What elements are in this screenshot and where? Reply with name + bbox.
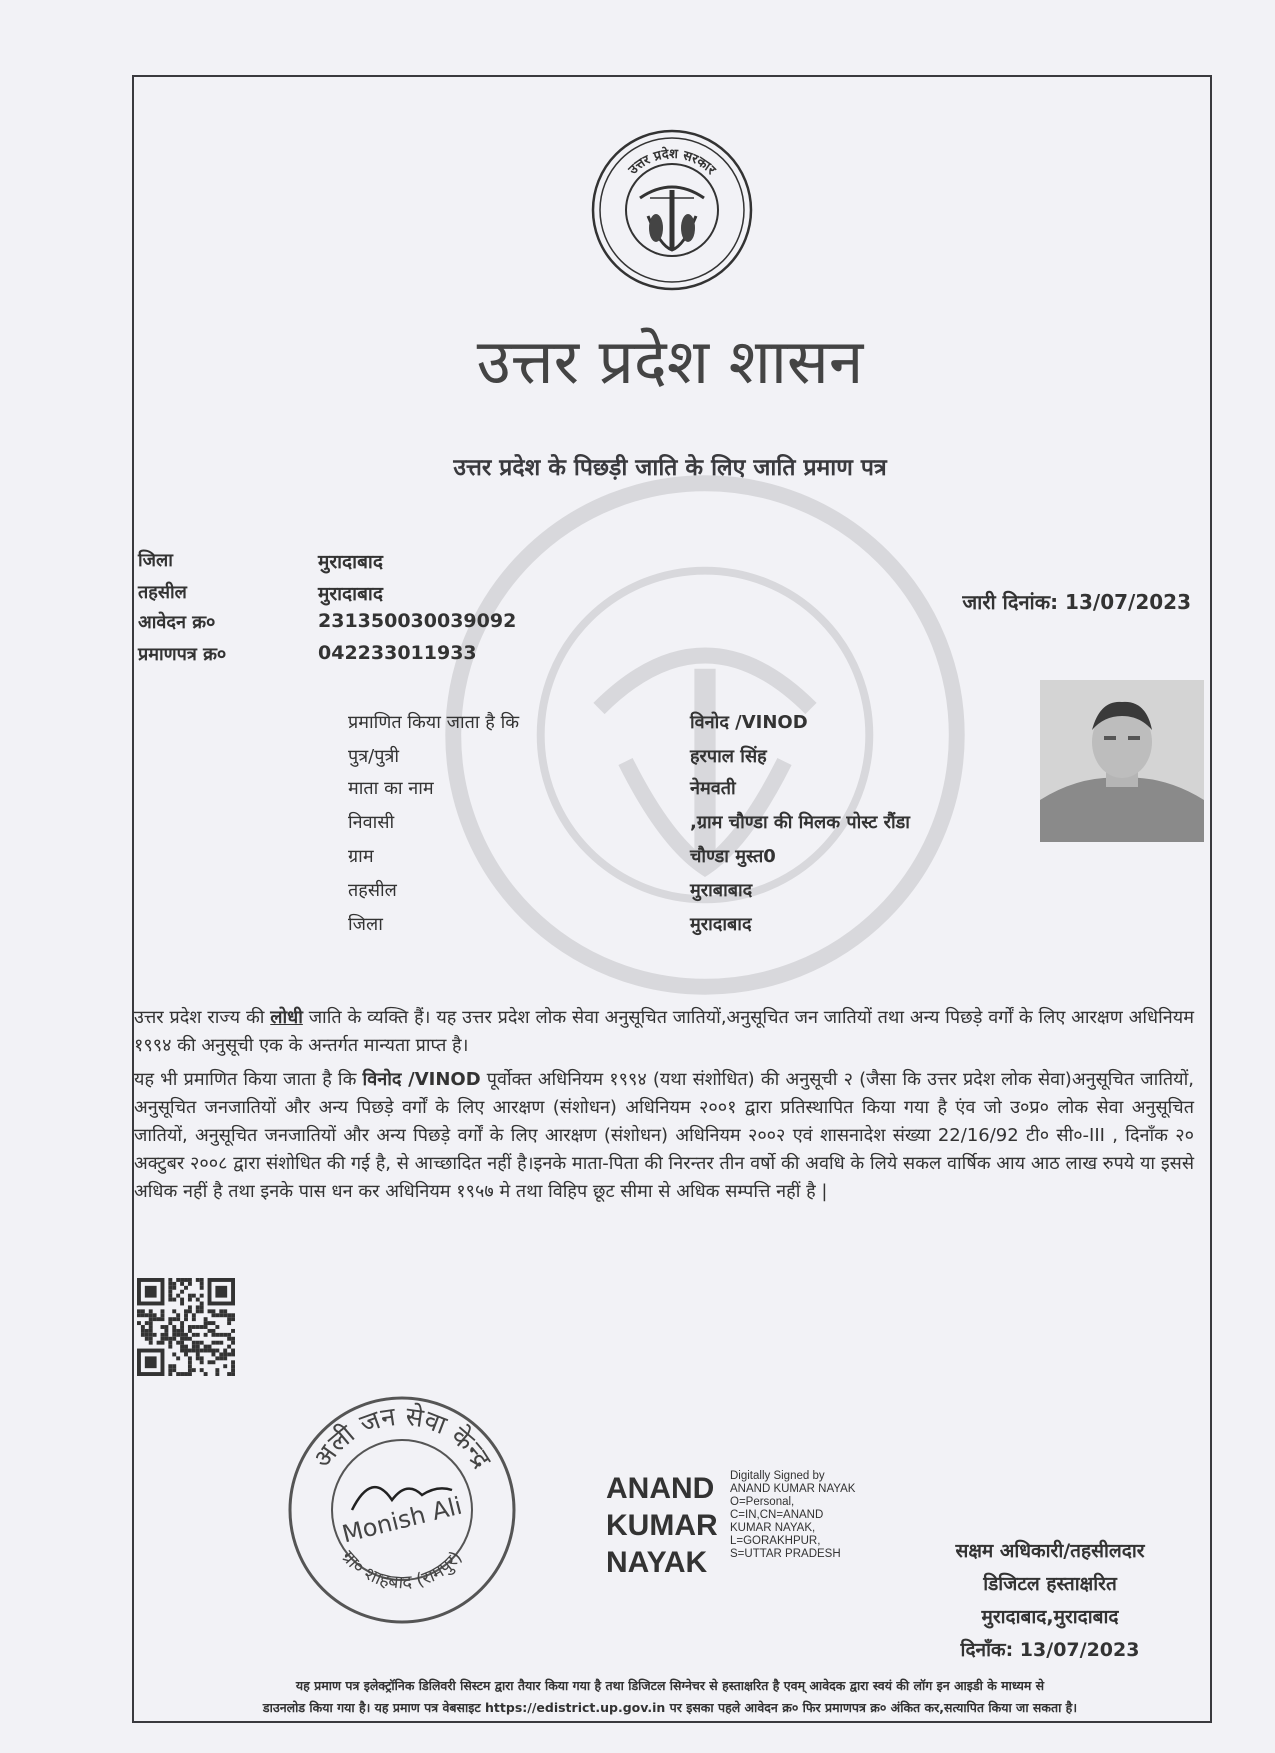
- digital-signature-details: [730, 1470, 855, 1561]
- person-photo-icon: [1040, 680, 1204, 842]
- detail-value: ,ग्राम चौण्डा की मिलक पोस्ट रौंडा: [690, 812, 910, 833]
- signature-detail-line: KUMAR NAYAK,: [730, 1522, 816, 1534]
- detail-label: निवासी: [348, 812, 395, 833]
- certificate-number-value: 042233011933: [318, 642, 477, 664]
- detail-label: प्रमाणित किया जाता है कि: [348, 712, 520, 733]
- detail-label: माता का नाम: [348, 778, 434, 799]
- signature-detail-line: C=IN,CN=ANAND: [730, 1509, 824, 1521]
- detail-value: विनोद /VINOD: [690, 712, 808, 733]
- detail-value: हरपाल सिंह: [690, 746, 767, 767]
- issuing-officer: [900, 1535, 1200, 1667]
- issue-date: जारी दिनांक: 13/07/2023: [962, 590, 1191, 614]
- signature-detail-line: L=GORAKHPUR,: [730, 1535, 821, 1547]
- certification-paragraph: [134, 1066, 1194, 1206]
- digital-signer-name: [606, 1470, 718, 1581]
- detail-value: मुरादाबाद: [690, 914, 752, 935]
- footer-line: यह प्रमाण पत्र इलेक्ट्रॉनिक डिलिवरी सिस्टम द्वारा तैयार किया गया है तथा डिजिटल सिग्नेचर से हस्ताक्षरित है एवम् आवेदक द्वारा स्वयं की लॉग इन आइडी के माध्यम से: [295, 1678, 1045, 1693]
- paragraph-text: यह भी प्रमाणित किया जाता है कि: [134, 1069, 363, 1090]
- up-government-emblem: [590, 128, 754, 292]
- detail-label: ग्राम: [348, 846, 374, 867]
- page-title: उत्तर प्रदेश शासन: [476, 325, 864, 398]
- detail-label: जिला: [348, 914, 383, 935]
- application-number-label: आवेदन क्र०: [138, 612, 216, 633]
- applicant-photo: [1040, 680, 1204, 842]
- footer-line: डाउनलोड किया गया है। यह प्रमाण पत्र वेबसाइट https://edistrict.up.gov.in पर इसका पहले आवेदन क्र० फिर प्रमाणपत्र क्र० अंकित कर,सत्यापित किया जा सकता है।: [262, 1700, 1078, 1715]
- svg-text:उत्तर प्रदेश सरकार: उत्तर प्रदेश सरकार: [625, 146, 719, 178]
- tehsil-value: मुरादाबाद: [318, 583, 383, 605]
- paragraph-text: पूर्वोक्त अधिनियम १९९४ (यथा संशोधित) की अनुसूची २ (जैसा कि उत्तर प्रदेश लोक सेवा)अनुसूचित जातियों, अनुसूचित जनजातियों और अन्य पिछड़े वर्गों के लिए आरक्षण (संशोधन) अधिनियम २००१ द्वारा प्रतिस्थापित किया गया है एंव जो उ०प्र० लोक सेवा अनुसूचित जातियों, अनुसूचित जनजातियों और अन्य पिछड़े वर्गों के लिए आरक्षण (संशोधन) अधिनियम २००२ एवं शासनादेश संख्या 22/16/92 टी० सी०-III , दिनाँक २० अक्टुबर २००८ द्वारा संशोधित की गई है, से आच्छादित नहीं है।इनके माता-पिता की निरन्तर तीन वर्षो की अवधि के लिये सकल वार्षिक आय आठ लाख रुपये या इससे अधिक नहीं है तथा इनके पास धन कर अधिनियम १९५७ मे तथा विहिप छूट सीमा से अधिक सम्पत्ति नहीं है |: [134, 1069, 1195, 1202]
- service-center-stamp: [282, 1390, 522, 1630]
- officer-date: दिनाँक: 13/07/2023: [960, 1639, 1140, 1661]
- certificate-number-label: प्रमाणपत्र क्र०: [138, 644, 227, 665]
- svg-text:Monish Ali: Monish Ali: [339, 1491, 465, 1549]
- applicant-name: विनोद /VINOD: [362, 1069, 481, 1090]
- signer-name-line: KUMAR: [606, 1509, 718, 1542]
- qr-code[interactable]: [137, 1278, 235, 1376]
- signer-name-line: ANAND: [606, 1472, 715, 1505]
- district-value: मुरादाबाद: [318, 551, 383, 573]
- svg-text:ग्रा० शाहबाद (रामपुर): ग्रा० शाहबाद (रामपुर): [337, 1546, 467, 1594]
- signature-detail-line: ANAND KUMAR NAYAK: [730, 1483, 856, 1495]
- verification-footer: [140, 1675, 1200, 1719]
- officer-signed-status: डिजिटल हस्ताक्षरित: [983, 1573, 1117, 1595]
- application-number-value: 231350030039092: [318, 610, 517, 632]
- detail-label: पुत्र/पुत्री: [348, 746, 400, 767]
- signature-detail-line: O=Personal,: [730, 1496, 795, 1508]
- certificate-subtitle: उत्तर प्रदेश के पिछड़ी जाति के लिए जाति प्रमाण पत्र: [453, 455, 887, 481]
- caste-name: लोधी: [270, 1007, 303, 1028]
- caste-paragraph: [134, 1004, 1194, 1060]
- officer-designation: सक्षम अधिकारी/तहसीलदार: [955, 1540, 1145, 1562]
- detail-value: नेमवती: [690, 778, 736, 799]
- tehsil-label: तहसील: [138, 582, 187, 603]
- signer-name-line: NAYAK: [606, 1546, 708, 1579]
- svg-text:अली जन सेवा केन्द्र: अली जन सेवा केन्द्र: [307, 1401, 497, 1474]
- signature-detail-line: Digitally Signed by: [730, 1470, 825, 1482]
- detail-value: मुराबाबाद: [690, 880, 753, 901]
- detail-value: चौण्डा मुस्त0: [690, 846, 776, 867]
- officer-location: मुरादाबाद,मुरादाबाद: [981, 1606, 1119, 1628]
- signature-detail-line: S=UTTAR PRADESH: [730, 1548, 841, 1560]
- paragraph-text: जाति के व्यक्ति हैं। यह उत्तर प्रदेश लोक सेवा अनुसूचित जातियों,अनुसूचित जन जातियों तथा अन्य पिछड़े वर्गों के लिए आरक्षण अधिनियम १९९४ की अनुसूची एक के अन्तर्गत मान्यता प्राप्त है।: [134, 1007, 1194, 1056]
- paragraph-text: उत्तर प्रदेश राज्य की: [134, 1007, 271, 1028]
- detail-label: तहसील: [348, 880, 397, 901]
- district-label: जिला: [138, 550, 173, 571]
